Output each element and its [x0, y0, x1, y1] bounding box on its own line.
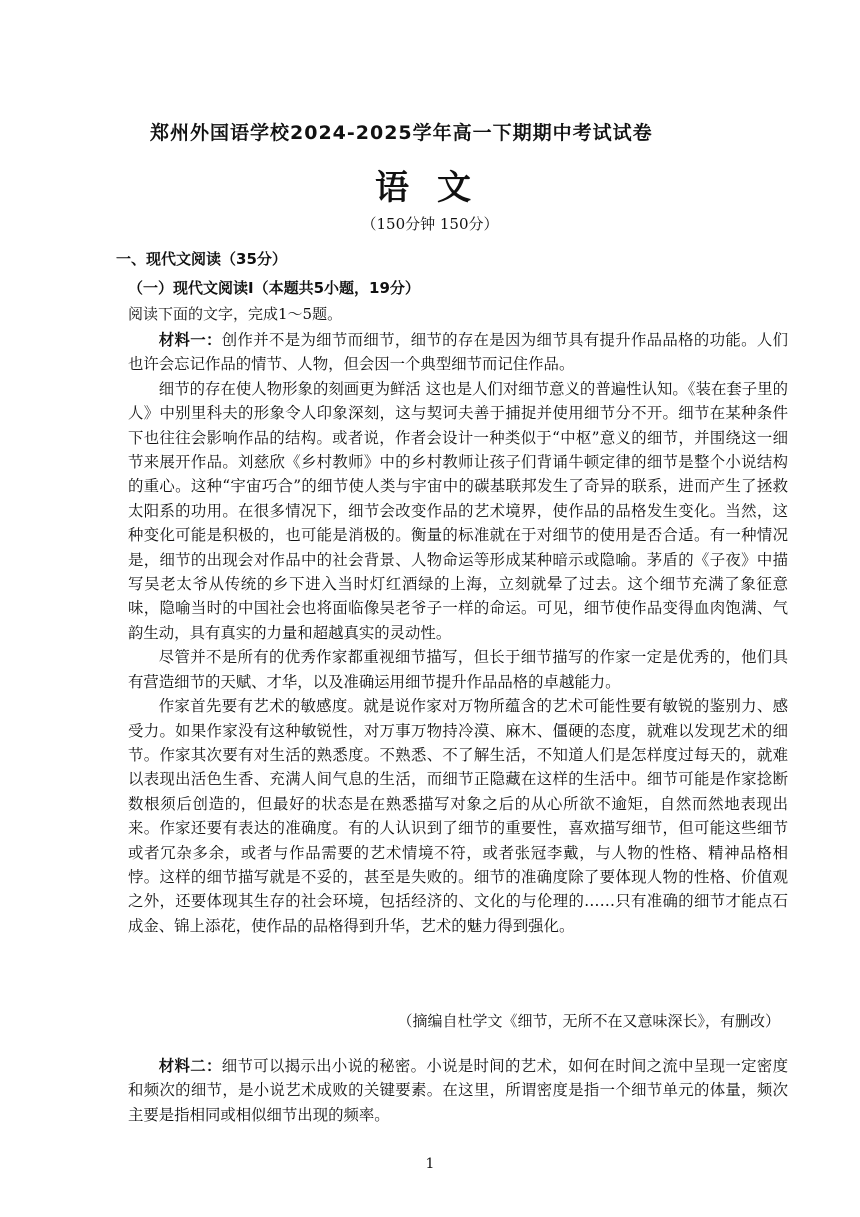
- material-one-label: 材料一：: [158, 331, 222, 349]
- exam-title: 郑州外国语学校2024-2025学年高一下期期中考试试卷: [150, 122, 653, 144]
- material-one-paragraph: 材料一：创作并不是为细节而细节，细节的存在是因为细节具有提升作品品格的功能。人们也许会忘记作品的情节、人物，但会因一个典型细节而记住作品。: [128, 331, 788, 374]
- material-one-source: （摘编自杜学文《细节，无所不在又意味深长》，有删改）: [397, 1012, 780, 1030]
- material-two-paragraph: 材料二：细节可以揭示出小说的秘密。小说是时间的艺术，如何在时间之流中呈现一定密度和频次的细节，是小说艺术成败的关键要素。在这里，所谓密度是指一个细节单元的体量，频次主要是指相同或相似细节出现的频率。: [128, 1057, 788, 1124]
- section-heading: 一、现代文阅读（35分）: [116, 250, 287, 268]
- material-one-paragraph: 细节的存在使人物形象的刻画更为鲜活 这也是人们对细节意义的普遍性认知。《装在套子里的人》中别里科夫的形象令人印象深刻，这与契诃夫善于捕捉并使用细节分不开。细节在某种条件下也往往会影响作品的结构。或者说，作者会设计一种类似于“中枢”意义的细节，并围绕这一细节来展开作品。刘慈欣《乡村教师》中的乡村教师让孩子们背诵牛顿定律的细节是整个小说结构的重心。这种“宇宙巧合”的细节使人类与宇宙中的碳基联邦发生了奇异的联系，进而产生了拯救太阳系的功用。在很多情况下，细节会改变作品的艺术境界，使作品的品格发生变化。当然，这种变化可能是积极的，也可能是消极的。衡量的标准就在于对细节的使用是否合适。有一种情况是，细节的出现会对作品中的社会背景、人物命运等形成某种暗示或隐喻。茅盾的《子夜》中描写吴老太爷从传统的乡下进入当时灯红酒绿的上海，立刻就晕了过去。这个细节充满了象征意味，隐喻当时的中国社会也将面临像吴老爷子一样的命运。可见，细节使作品变得血肉饱满、气韵生动，具有真实的力量和超越真实的灵动性。: [128, 379, 788, 642]
- material-two-label: 材料二：: [158, 1057, 222, 1075]
- material-one-paragraph: 作家首先要有艺术的敏感度。就是说作家对万物所蕴含的艺术可能性要有敏锐的鉴别力、感受力。如果作家没有这种敏锐性，对万事万物持冷漠、麻木、僵硬的态度，就难以发现艺术的细节。作家其次要有对生活的熟悉度。不熟悉、不了解生活，不知道人们是怎样度过每天的，就难以表现出活色生香、充满人间气息的生活，而细节正隐藏在这样的生活中。细节可能是作家捻断数根须后创造的，但最好的状态是在熟悉描写对象之后的从心所欲不逾矩，自然而然地表现出来。作家还要有表达的准确度。有的人认识到了细节的重要性，喜欢描写细节，但可能这些细节或者冗杂多余，或者与作品需要的艺术情境不符，或者张冠李戴，与人物的性格、精神品格相悖。这样的细节描写就是不妥的，甚至是失败的。细节的准确度除了要体现人物的性格、价值观之外，还要体现其生存的社会环境，包括经济的、文化的与伦理的……只有准确的细节才能点石成金、锦上添花，使作品的品格得到升华，艺术的魅力得到强化。: [128, 697, 788, 935]
- time-score: （150分钟 150分）: [361, 215, 499, 233]
- reading-instruction: 阅读下面的文字，完成1～5题。: [128, 305, 343, 323]
- subject-title: 语文: [375, 168, 499, 208]
- material-one-paragraph: 尽管并不是所有的优秀作家都重视细节描写，但长于细节描写的作家一定是优秀的，他们具有营造细节的天赋、才华，以及准确运用细节提升作品品格的卓越能力。: [128, 648, 788, 691]
- part-heading: （一）现代文阅读Ⅰ（本题共5小题，19分）: [128, 279, 420, 297]
- page-number: 1: [425, 1156, 435, 1172]
- material-one: [128, 328, 788, 938]
- material-two: [128, 1054, 788, 1127]
